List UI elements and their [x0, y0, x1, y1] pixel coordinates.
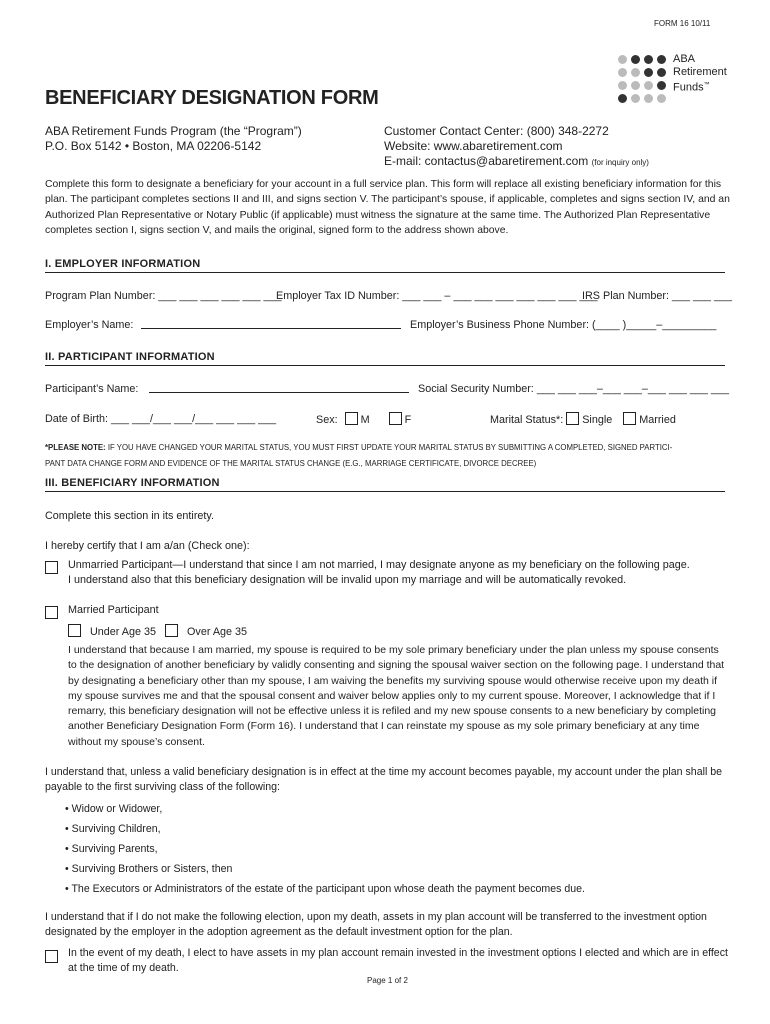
program-plan-label: Program Plan Number:: [45, 290, 156, 302]
marital-note-line2: PANT DATA CHANGE FORM AND EVIDENCE OF THE MARITAL STATUS CHANGE (E.G., MARRIAGE CERTIFICATE, DIVORCE DECREE): [45, 459, 537, 468]
bullet-item: • Surviving Children,: [65, 823, 161, 835]
program-plan-field[interactable]: [45, 289, 282, 303]
marital-married-checkbox[interactable]: [623, 412, 636, 425]
irs-plan-label: IRS Plan Number:: [582, 290, 670, 302]
employer-phone-label: Employer’s Business Phone Number:: [410, 319, 590, 331]
irs-plan-field[interactable]: [582, 289, 732, 303]
bullet-item: • Surviving Parents,: [65, 843, 158, 855]
email-note: (for inquiry only): [591, 158, 649, 167]
payable-text: I understand that, unless a valid beneficiary designation is in effect at the time my account becomes payable, my account under the plan shall be payable to the first surviving class of the following:: [45, 766, 723, 794]
sex-f-label: F: [404, 414, 412, 426]
sex-f-checkbox[interactable]: [389, 412, 402, 425]
program-name: ABA Retirement Funds Program (the “Program”): [45, 124, 302, 138]
contact-center: Customer Contact Center: (800) 348-2272: [384, 124, 609, 138]
program-address: P.O. Box 5142 • Boston, MA 02206-5142: [45, 139, 262, 153]
participant-name-input[interactable]: [149, 381, 409, 393]
employer-phone-field[interactable]: [410, 318, 716, 332]
participant-name-label: Participant’s Name:: [45, 383, 139, 395]
under35-label: Under Age 35: [90, 626, 157, 638]
dob-label: Date of Birth:: [45, 413, 109, 425]
married-checkbox[interactable]: [45, 606, 58, 619]
logo-line1: ABA: [673, 53, 696, 65]
over35-checkbox[interactable]: [165, 624, 178, 637]
marital-note-line1: [45, 443, 672, 453]
over35-label: Over Age 35: [187, 626, 248, 638]
logo-tm: ™: [703, 82, 710, 88]
unmarried-checkbox[interactable]: [45, 561, 58, 574]
ssn-label: Social Security Number:: [418, 383, 534, 395]
ssn-blanks[interactable]: ___ ___ ___–___ ___–___ ___ ___ ___: [536, 383, 729, 395]
certify-text: I hereby certify that I am a/an (Check one):: [45, 540, 250, 552]
marital-single-checkbox[interactable]: [566, 412, 579, 425]
sex-m-checkbox[interactable]: [345, 412, 358, 425]
marital-single-label: Single: [582, 414, 613, 426]
unmarried-line2: I understand also that this beneficiary designation will be invalid upon my marriage and will be automatically revoked.: [68, 574, 627, 586]
election-option: In the event of my death, I elect to have assets in my plan account remain invested in the investment options I elected and which are in effect at the time of my death.: [68, 947, 728, 975]
election-checkbox[interactable]: [45, 950, 58, 963]
bullet-item: • Surviving Brothers or Sisters, then: [65, 863, 233, 875]
tax-id-label: Employer Tax ID Number:: [276, 290, 400, 302]
page-title: BENEFICIARY DESIGNATION FORM: [45, 87, 379, 109]
irs-plan-blanks[interactable]: ___ ___ ___: [672, 290, 733, 302]
section-employer-heading: I. EMPLOYER INFORMATION: [45, 258, 725, 273]
ssn-field[interactable]: [418, 382, 729, 396]
married-text: I understand that because I am married, my spouse is required to be my sole primary beneficiary under the plan unless my spouse consents to the designation of another beneficiary by validly consenting and signing the spousal waiver section on the following page. I understand that by designating a beneficiary other than my spouse, I am waiving the benefits my surviving spouse would otherwise receive upon my death if my spouse survives me and that the spousal consent and waiver below applies only to my current spouse. Moreover, I acknowledge that if I remarry, this beneficiary designation will not be effective unless it is refiled and my new spouse consents to a new beneficiary by completing another Beneficiary Designation Form (Form 16). I understand that I can reinstate my spouse as my sole primary beneficiary at any time without my spouse’s consent.: [68, 644, 725, 748]
employer-phone-blanks[interactable]: (____ )_____–_________: [592, 319, 717, 331]
intro-text: Complete this form to designate a beneficiary for your account in a full service plan. This form will replace all existing beneficiary information for this plan. The participant completes sections II and III, and signs section V. The participant’s spouse, if applicable, completes and signs section IV, and an Authorized Plan Representative or Notary Public (if applicable) must witness the signature at the same time. The Authorized Plan Representative completes section I, signs section V, and mails the original, signed form to the address shown above.: [45, 179, 730, 236]
bullet-item: • Widow or Widower,: [65, 803, 163, 815]
contact-email: E-mail: contactus@abaretirement.com: [384, 154, 589, 168]
marital-label: Marital Status*:: [490, 414, 564, 426]
page-number: Page 1 of 2: [367, 976, 408, 985]
sex-m-label: M: [360, 414, 370, 426]
dob-field[interactable]: [45, 412, 276, 426]
employer-name-label: Employer’s Name:: [45, 319, 134, 331]
employer-name-input[interactable]: [141, 317, 401, 329]
tax-id-blanks[interactable]: ___ ___ – ___ ___ ___ ___ ___ ___ ___: [402, 290, 598, 302]
under35-checkbox[interactable]: [68, 624, 81, 637]
tax-id-field[interactable]: [276, 289, 598, 303]
section-beneficiary-heading: III. BENEFICIARY INFORMATION: [45, 477, 725, 492]
section-participant-heading: II. PARTICIPANT INFORMATION: [45, 351, 725, 366]
married-label: Married Participant: [68, 604, 159, 616]
note-text-1: IF YOU HAVE CHANGED YOUR MARITAL STATUS, YOU MUST FIRST UPDATE YOUR MARITAL STATUS BY SUBMITTING A COMPLETED, SIGNED PARTICI-: [105, 443, 673, 452]
dob-blanks[interactable]: ___ ___/___ ___/___ ___ ___ ___: [111, 413, 277, 425]
complete-note: Complete this section in its entirety.: [45, 510, 215, 522]
marital-married-label: Married: [639, 414, 676, 426]
program-plan-blanks[interactable]: ___ ___ ___ ___ ___ ___: [158, 290, 282, 302]
bullet-item: • The Executors or Administrators of the estate of the participant upon whose death the payment becomes due.: [65, 883, 585, 895]
contact-website: Website: www.abaretirement.com: [384, 139, 563, 153]
logo-line2: Retirement: [673, 66, 727, 78]
logo-line3: Funds: [673, 81, 704, 94]
form-code: FORM 16 10/11: [654, 19, 711, 28]
sex-label: Sex:: [316, 414, 338, 426]
election-text: I understand that if I do not make the following election, upon my death, assets in my plan account will be transferred to the investment option designated by the employer in the adoption agreement as the default investment option for the plan.: [45, 911, 707, 939]
unmarried-line1: Unmarried Participant—I understand that since I am not married, I may designate anyone as my beneficiary on the following page.: [68, 559, 690, 571]
note-bold: *PLEASE NOTE:: [45, 443, 106, 452]
